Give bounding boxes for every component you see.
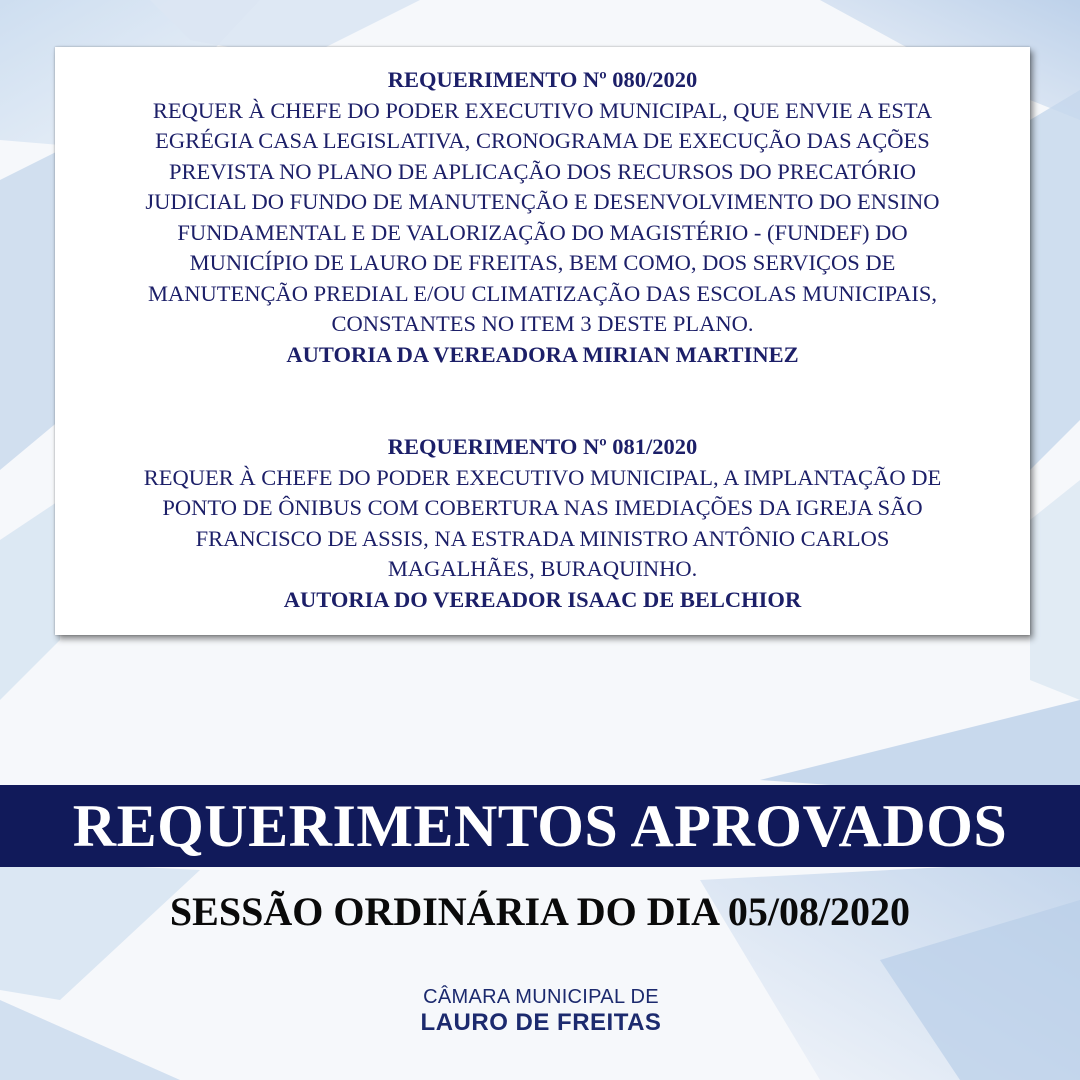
requerimento-text-line: MANUTENÇÃO PREDIAL E/OU CLIMATIZAÇÃO DAS ESCOLAS MUNICIPAIS, — [148, 280, 937, 306]
logo-line-bottom: LAURO DE FREITAS — [420, 1009, 662, 1036]
requerimento-title: REQUERIMENTO Nº 080/2020 — [387, 67, 698, 92]
requerimento-text-line: REQUER À CHEFE DO PODER EXECUTIVO MUNICIPAL, A IMPLANTAÇÃO DE — [143, 464, 942, 490]
requerimento-text-line: FUNDAMENTAL E DE VALORIZAÇÃO DO MAGISTÉRIO - (FUNDEF) DO — [177, 219, 908, 245]
requerimento-author: AUTORIA DA VEREADORA MIRIAN MARTINEZ — [286, 341, 799, 367]
requerimento-text-line: PONTO DE ÔNIBUS COM COBERTURA NAS IMEDIAÇÕES DA IGREJA SÃO — [162, 495, 923, 520]
requerimento-text-line: FRANCISCO DE ASSIS, NA ESTRADA MINISTRO ANTÔNIO CARLOS — [195, 525, 890, 551]
requerimento-text-line: REQUER À CHEFE DO PODER EXECUTIVO MUNICIPAL, QUE ENVIE A ESTA — [152, 97, 933, 123]
requerimento-text-line: MAGALHÃES, BURAQUINHO. — [387, 556, 698, 581]
requerimento-text-line: JUDICIAL DO FUNDO DE MANUTENÇÃO E DESENVOLVIMENTO DO ENSINO — [145, 189, 940, 214]
requerimentos-card — [55, 47, 1030, 635]
requerimento-author: AUTORIA DO VEREADOR ISAAC DE BELCHIOR — [283, 586, 802, 612]
approved-banner: REQUERIMENTOS APROVADOS — [0, 785, 1080, 867]
requerimento-title: REQUERIMENTO Nº 081/2020 — [387, 434, 698, 459]
requerimento-text-line: CONSTANTES NO ITEM 3 DESTE PLANO. — [331, 311, 754, 336]
camara-logo — [405, 985, 677, 1041]
requerimento-text-line: MUNICÍPIO DE LAURO DE FREITAS, BEM COMO, DOS SERVIÇOS DE — [189, 250, 896, 275]
logo-line-top: CÂMARA MUNICIPAL DE — [423, 986, 659, 1008]
requerimento-text-line: EGRÉGIA CASA LEGISLATIVA, CRONOGRAMA DE EXECUÇÃO DAS AÇÕES — [155, 128, 930, 153]
requerimento-text-line: PREVISTA NO PLANO DE APLICAÇÃO DOS RECURSOS DO PRECATÓRIO — [168, 158, 917, 184]
session-subtitle: SESSÃO ORDINÁRIA DO DIA 05/08/2020 — [169, 889, 911, 934]
requerimento-081 — [55, 432, 1030, 615]
requerimento-080 — [55, 65, 1030, 370]
